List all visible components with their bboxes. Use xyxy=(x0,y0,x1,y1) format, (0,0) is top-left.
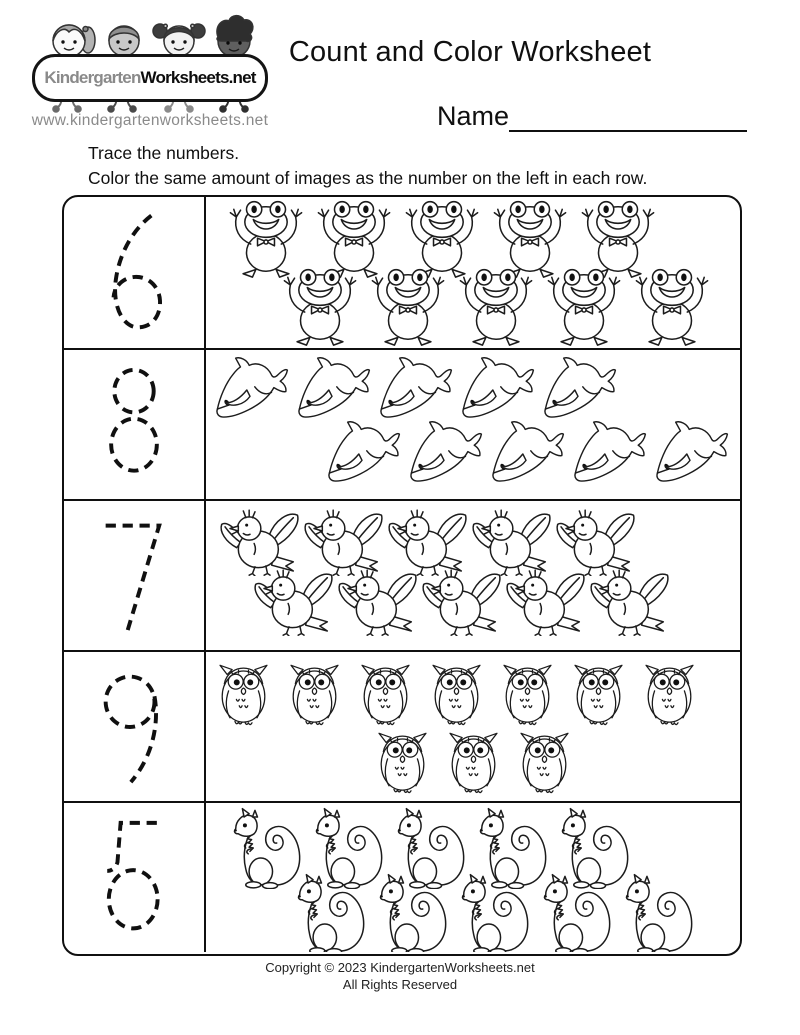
trace-number-9 xyxy=(90,664,178,790)
bird-image xyxy=(578,566,682,636)
animal-row-top xyxy=(208,656,740,730)
animal-row-top xyxy=(222,200,740,278)
owl-image xyxy=(421,656,492,730)
dolphin-image xyxy=(648,419,732,489)
dolphin-image xyxy=(290,355,374,425)
logo-url: www.kindergartenworksheets.net xyxy=(31,112,269,129)
rights-line: All Rights Reserved xyxy=(342,977,458,992)
squirrel-image xyxy=(614,873,700,952)
dolphin-cell xyxy=(206,350,740,499)
frog-image xyxy=(452,268,540,346)
frog-image xyxy=(222,200,310,278)
dolphin-image xyxy=(454,355,538,425)
squirrel-image xyxy=(450,873,536,952)
dolphin-image xyxy=(536,355,620,425)
owl-image xyxy=(509,724,580,798)
squirrel-image xyxy=(368,873,454,952)
logo-text-gray: Kindergarten xyxy=(44,68,141,87)
trace-number-6 xyxy=(90,210,178,336)
frog-image xyxy=(276,268,364,346)
name-field xyxy=(437,101,747,132)
table-row xyxy=(64,499,740,650)
animal-row-top xyxy=(208,355,740,425)
dolphin-image xyxy=(484,419,568,489)
dolphin-image xyxy=(566,419,650,489)
dolphin-image xyxy=(320,419,404,489)
table-row xyxy=(64,197,740,348)
frog-image xyxy=(486,200,574,278)
page-title: Count and Color Worksheet xyxy=(288,36,652,68)
frog-image xyxy=(540,268,628,346)
dolphin-image xyxy=(208,355,292,425)
table-row xyxy=(64,650,740,801)
squirrel-cell xyxy=(206,803,740,952)
trace-number-5 xyxy=(90,815,178,941)
owl-image xyxy=(492,656,563,730)
frog-cell xyxy=(206,197,740,348)
trace-number-cell xyxy=(64,501,206,650)
site-logo xyxy=(30,8,270,136)
animal-row-bottom xyxy=(320,419,740,489)
frog-image xyxy=(574,200,662,278)
owl-image xyxy=(367,724,438,798)
frog-image xyxy=(398,200,486,278)
owl-image xyxy=(350,656,421,730)
frog-image xyxy=(310,200,398,278)
owl-cell xyxy=(206,652,740,801)
owl-image xyxy=(563,656,634,730)
squirrel-image xyxy=(532,873,618,952)
worksheet-table xyxy=(62,195,742,956)
instruction-line-1: Trace the numbers. xyxy=(88,143,240,163)
table-row xyxy=(64,348,740,499)
instruction-line-2: Color the same amount of images as the number on the left in each row. xyxy=(88,168,648,188)
name-blank-line xyxy=(509,103,747,132)
trace-number-cell xyxy=(64,652,206,801)
animal-row-bottom xyxy=(242,566,740,636)
trace-number-cell xyxy=(64,803,206,952)
animal-row-bottom xyxy=(206,724,740,798)
table-row xyxy=(64,801,740,952)
trace-number-cell xyxy=(64,197,206,348)
trace-number-7 xyxy=(90,513,178,639)
logo-text-black: Worksheets.net xyxy=(140,68,256,87)
name-label: Name xyxy=(437,101,510,131)
frog-image xyxy=(628,268,716,346)
instructions xyxy=(88,141,647,191)
footer xyxy=(0,959,800,993)
trace-number-8 xyxy=(90,362,178,488)
squirrel-image xyxy=(286,873,372,952)
animal-row-bottom xyxy=(286,873,740,952)
owl-image xyxy=(208,656,279,730)
logo-wordmark xyxy=(32,54,268,102)
trace-number-cell xyxy=(64,350,206,499)
frog-image xyxy=(364,268,452,346)
dolphin-image xyxy=(402,419,486,489)
bird-cell xyxy=(206,501,740,650)
owl-image xyxy=(634,656,705,730)
dolphin-image xyxy=(372,355,456,425)
animal-row-bottom xyxy=(276,268,740,346)
owl-image xyxy=(279,656,350,730)
owl-image xyxy=(438,724,509,798)
copyright-line: Copyright © 2023 KindergartenWorksheets.net xyxy=(265,960,535,975)
